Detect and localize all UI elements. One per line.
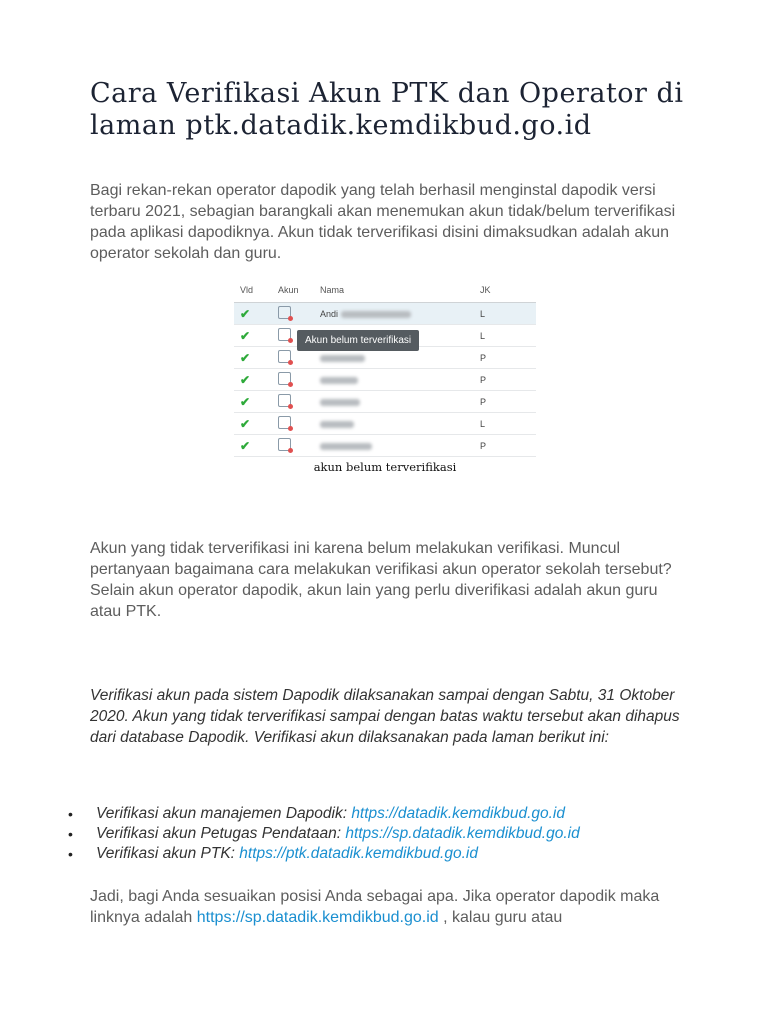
column-header-akun: Akun	[272, 278, 314, 303]
list-item-label: Verifikasi akun manajemen Dapodik:	[96, 805, 347, 822]
blurred-name	[341, 311, 411, 318]
deadline-paragraph: Verifikasi akun pada sistem Dapodik dilaksanakan sampai dengan Sabtu, 31 Oktober 2020. Akun yang tidak terverifikasi sampai dengan batas waktu tersebut akan dihapus dari database Dapodik. Verifikasi akun dilaksanakan pada laman berikut ini:	[90, 687, 680, 746]
list-item	[60, 824, 720, 844]
list-item-label: Verifikasi akun Petugas Pendataan:	[96, 825, 342, 842]
user-unverified-icon	[278, 328, 291, 341]
blurred-name	[320, 443, 372, 450]
row-jk: L	[474, 325, 536, 347]
table-row	[234, 391, 536, 413]
bullet-icon: •	[68, 826, 73, 842]
verification-table	[234, 278, 536, 457]
figure-caption: akun belum terverifikasi	[313, 460, 457, 474]
list-item-label: Verifikasi akun PTK:	[96, 845, 235, 862]
check-icon: ✔	[240, 328, 251, 343]
row-jk: P	[474, 369, 536, 391]
blurred-name	[320, 421, 354, 428]
user-unverified-icon	[278, 350, 291, 363]
user-unverified-icon	[278, 416, 291, 429]
check-icon: ✔	[240, 394, 251, 409]
screenshot-figure	[234, 278, 536, 458]
table-header-row	[234, 278, 536, 303]
user-unverified-icon	[278, 306, 291, 319]
column-header-nama: Nama	[314, 278, 474, 303]
row-jk: L	[474, 303, 536, 325]
datadik-link[interactable]: https://datadik.kemdikbud.go.id	[351, 805, 565, 822]
bullet-icon: •	[68, 846, 73, 862]
row-jk: L	[474, 413, 536, 435]
check-icon: ✔	[240, 306, 251, 321]
article-title: Cara Verifikasi Akun PTK dan Operator di laman ptk.datadik.kemdikbud.go.id	[90, 78, 684, 141]
check-icon: ✔	[240, 438, 251, 453]
row-name: Andi	[320, 308, 339, 319]
row-jk: P	[474, 347, 536, 369]
user-unverified-icon	[278, 372, 291, 385]
explanation-paragraph: Akun yang tidak terverifikasi ini karena belum melakukan verifikasi. Muncul pertanyaan bagaimana cara melakukan verifikasi akun operator sekolah tersebut? Selain akun operator dapodik, akun lain yang perlu diverifikasi adalah akun guru atau PTK.	[90, 540, 672, 620]
intro-paragraph: Bagi rekan-rekan operator dapodik yang telah berhasil menginstal dapodik versi terbaru 2021, sebagian barangkali akan menemukan akun tidak/belum terverifikasi pada aplikasi dapodiknya. Akun tidak terverifikasi disini dimaksudkan adalah akun operator sekolah dan guru.	[90, 182, 676, 262]
table-row	[234, 303, 536, 325]
user-unverified-icon	[278, 394, 291, 407]
sp-datadik-link[interactable]: https://sp.datadik.kemdikbud.go.id	[345, 825, 580, 842]
list-item	[60, 804, 720, 824]
table-row	[234, 413, 536, 435]
unverified-tooltip: Akun belum terverifikasi	[297, 330, 419, 351]
check-icon: ✔	[240, 416, 251, 431]
table-row	[234, 369, 536, 391]
blurred-name	[320, 399, 360, 406]
bullet-icon: •	[68, 806, 73, 822]
check-icon: ✔	[240, 350, 251, 365]
row-jk: P	[474, 435, 536, 457]
row-jk: P	[474, 391, 536, 413]
column-header-vld: Vld	[234, 278, 272, 303]
blurred-name	[320, 355, 365, 362]
sp-datadik-inline-link[interactable]: https://sp.datadik.kemdikbud.go.id	[196, 909, 439, 926]
ptk-datadik-link[interactable]: https://ptk.datadik.kemdikbud.go.id	[239, 845, 478, 862]
closing-paragraph: Jadi, bagi Anda sesuaikan posisi Anda sebagai apa. Jika operator dapodik maka linknya adalah https://sp.datadik.kemdikbud.go.id , kalau guru atau	[90, 888, 660, 926]
table-row	[234, 435, 536, 457]
verification-links-list	[60, 804, 720, 864]
check-icon: ✔	[240, 372, 251, 387]
column-header-jk: JK	[474, 278, 536, 303]
blurred-name	[320, 377, 358, 384]
list-item	[60, 844, 720, 864]
user-unverified-icon	[278, 438, 291, 451]
